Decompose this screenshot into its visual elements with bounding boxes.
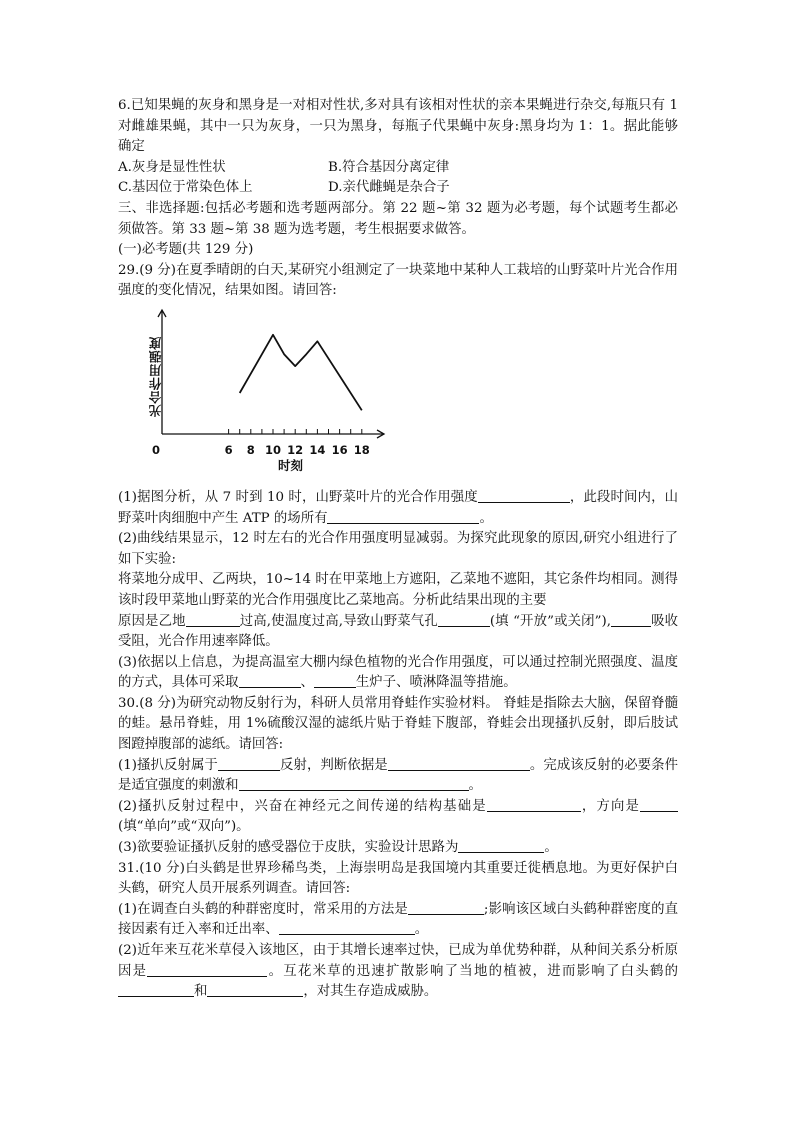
q30-part3 bbox=[118, 838, 678, 859]
q29-p1-text-c: 。 bbox=[479, 510, 493, 526]
q29-p2-text-c1: 原因是乙地 bbox=[118, 613, 186, 629]
q30-p3-text-a: (3)欲要验证搔扒反射的感受器位于皮肤，实验设计思路为 bbox=[118, 840, 459, 856]
q31-p2-text-b: 。互花米草的迅速扩散影响了当地的植被，进而影响了白头鹤的 bbox=[267, 963, 679, 979]
q31-p2-text-c: 和 bbox=[194, 984, 208, 1000]
q6-option-b: B.符合基因分离定律 bbox=[328, 159, 450, 175]
q30-p1-text-c: 。完成该反射的必要条件是适宜强度的刺激和 bbox=[118, 757, 679, 794]
chart-origin-label: 0 bbox=[151, 442, 161, 457]
q29-stem: 29.(9 分)在夏季晴朗的白天,某研究小组测定了一块菜地中某种人工栽培的山野菜叶片光合作用强度的变化情况，结果如图。请回答: bbox=[118, 262, 678, 299]
q30-p2-text-c: (填“单向”或“双向”)。 bbox=[118, 819, 250, 835]
q29-p3-text-b: 、 bbox=[300, 675, 314, 691]
q30-p1-blank-3[interactable] bbox=[239, 776, 469, 791]
q31-p2-text-d: ，对其生存造成威胁。 bbox=[303, 984, 438, 1000]
q29-p1-text-b: ，此段时间内，山野菜叶肉细胞中产生 ATP 的场所有 bbox=[118, 489, 679, 526]
q30-p1-text-d: 。 bbox=[468, 778, 482, 794]
q29-p1-blank-2[interactable] bbox=[327, 509, 479, 524]
chart-xlabel: 时刻 bbox=[278, 457, 304, 473]
photosynthesis-chart bbox=[138, 306, 438, 474]
x-tick-label: 18 bbox=[353, 442, 370, 457]
q31-p2-blank-3[interactable] bbox=[207, 982, 303, 997]
q29-part2-method: 将菜地分成甲、乙两块，10~14 时在甲菜地上方遮阳，乙菜地不遮阳，其它条件均相同。测得该时段甲菜地山野菜的光合作用强度比乙菜地高。分析此结果出现的主要 bbox=[118, 572, 678, 608]
chart-ylabel: 光合作用强度 bbox=[148, 335, 163, 417]
q30-p2-blank-2[interactable] bbox=[640, 797, 678, 812]
q29-part3 bbox=[118, 653, 678, 694]
x-tick-label: 6 bbox=[224, 442, 233, 457]
q29-p2-text-c2: 过高,使温度过高,导致山野菜气孔 bbox=[239, 613, 438, 629]
q31-p1-text-a: (1)在调查白头鹤的种群密度时，常采用的方法是 bbox=[118, 901, 408, 917]
q31-p1-blank-1[interactable] bbox=[408, 900, 484, 915]
q31-p1-text-c: 。 bbox=[414, 922, 429, 938]
q30-p2-text-a: (2)搔扒反射过程中，兴奋在神经元之间传递的结构基础是 bbox=[118, 798, 487, 814]
q30-p2-text-b: ，方向是 bbox=[580, 798, 641, 814]
q6-options-row2 bbox=[118, 178, 678, 199]
q31-p2-blank-1[interactable] bbox=[147, 962, 267, 977]
x-tick-label: 14 bbox=[309, 442, 326, 457]
q6-stem: 6.已知果蝇的灰身和黑身是一对相对性状,多对具有该相对性状的亲本果蝇进行杂交,每瓶只有 1 对雌雄果蝇，其中一只为灰身，一只为黑身，每瓶子代果蝇中灰身:黑身均为 1：1。据此能够确定 bbox=[118, 98, 678, 155]
q29-p2-blank-3[interactable] bbox=[611, 612, 651, 627]
q30-p1-text-a: (1)搔扒反射属于 bbox=[118, 757, 218, 773]
q6-option-d: D.亲代雌蝇是杂合子 bbox=[328, 180, 450, 196]
q30-p2-blank-1[interactable] bbox=[487, 797, 581, 812]
q6-option-c: C.基因位于常染色体上 bbox=[118, 180, 253, 196]
q29-p3-blank-1[interactable] bbox=[239, 673, 301, 688]
q29-part2-intro: (2)曲线结果显示，12 时左右的光合作用强度明显减弱。为探究此现象的原因,研究小组进行了如下实验: bbox=[118, 531, 678, 567]
q30-part1 bbox=[118, 756, 678, 797]
q29-part1 bbox=[118, 488, 678, 529]
x-tick-label: 16 bbox=[331, 442, 348, 457]
q30-p3-text-b: 。 bbox=[544, 840, 558, 856]
q31-p1-text-b: ;影响该区域白头鹤种群密度的直接因素有迁入率和迁出率、 bbox=[118, 901, 678, 938]
q6-option-a: A.灰身是显性性状 bbox=[118, 159, 226, 175]
q31-p2-blank-2[interactable] bbox=[118, 982, 194, 997]
q31-part2 bbox=[118, 941, 678, 1003]
q30-stem: 30.(8 分)为研究动物反射行为，科研人员常用脊蛙作实验材料。 脊蛙是指除去大脑，保留脊髓的蛙。悬吊脊蛙，用 1%硫酸汉湿的滤纸片贴于脊蛙下腹部，脊蛙会出现搔扒反射，即后肢试图蹬掉腹部的滤纸。请回答: bbox=[118, 695, 678, 753]
q31-part1 bbox=[118, 900, 678, 941]
q31-stem: 31.(10 分)白头鹤是世界珍稀鸟类，上海崇明岛是我国境内其重要迁徙栖息地。为更好保护白头鹤，研究人员开展系列调查。请回答: bbox=[118, 860, 678, 897]
q31-p1-blank-2[interactable] bbox=[279, 920, 415, 935]
q29-p2-blank-1[interactable] bbox=[186, 612, 240, 627]
x-tick-label: 12 bbox=[287, 442, 304, 457]
q29-p2-text-c3: (填 “开放”或关闭”), bbox=[489, 613, 611, 629]
q6-options-row1 bbox=[118, 158, 678, 179]
q29-p2-text-c4: 吸收受阻，光合作用速率降低。 bbox=[118, 613, 679, 650]
required-heading: (一)必考题(共 129 分) bbox=[118, 242, 254, 258]
q29-p3-text-c: 生炉子、喷淋降温等措施。 bbox=[355, 675, 517, 691]
q30-part2 bbox=[118, 797, 678, 838]
photosynthesis-curve bbox=[240, 335, 362, 411]
q30-p3-blank-1[interactable] bbox=[458, 838, 544, 853]
q29-p3-text-a: (3)依据以上信息，为提高温室大棚内绿色植物的光合作用强度，可以通过控制光照强度、温度的方式，具体可采取 bbox=[118, 654, 678, 691]
q31-p2-text-a: (2)近年来互花米草侵入该地区，由于其增长速率过快，已成为单优势种群，从种间关系分析原因是 bbox=[118, 943, 678, 979]
q29-p3-blank-2[interactable] bbox=[314, 673, 356, 688]
exam-page bbox=[118, 96, 678, 1003]
q30-p1-text-b: 反射，判断依据是 bbox=[279, 757, 388, 773]
q30-p1-blank-1[interactable] bbox=[218, 756, 280, 771]
q29-p1-text-a: (1)据图分析，从 7 时到 10 时，山野菜叶片的光合作用强度 bbox=[118, 489, 478, 505]
q29-p2-blank-2[interactable] bbox=[438, 612, 490, 627]
q30-p1-blank-2[interactable] bbox=[388, 756, 530, 771]
q29-p1-blank-1[interactable] bbox=[478, 488, 570, 503]
section3-intro: 三、非选择题:包括必考题和选考题两部分。第 22 题~第 32 题为必考题，每个试题考生都必须做答。第 33 题~第 38 题为选考题，考生根据要求做答。 bbox=[118, 200, 678, 237]
x-tick-label: 8 bbox=[246, 442, 255, 457]
q29-part2-reason bbox=[118, 612, 678, 653]
x-tick-label: 10 bbox=[264, 442, 282, 457]
